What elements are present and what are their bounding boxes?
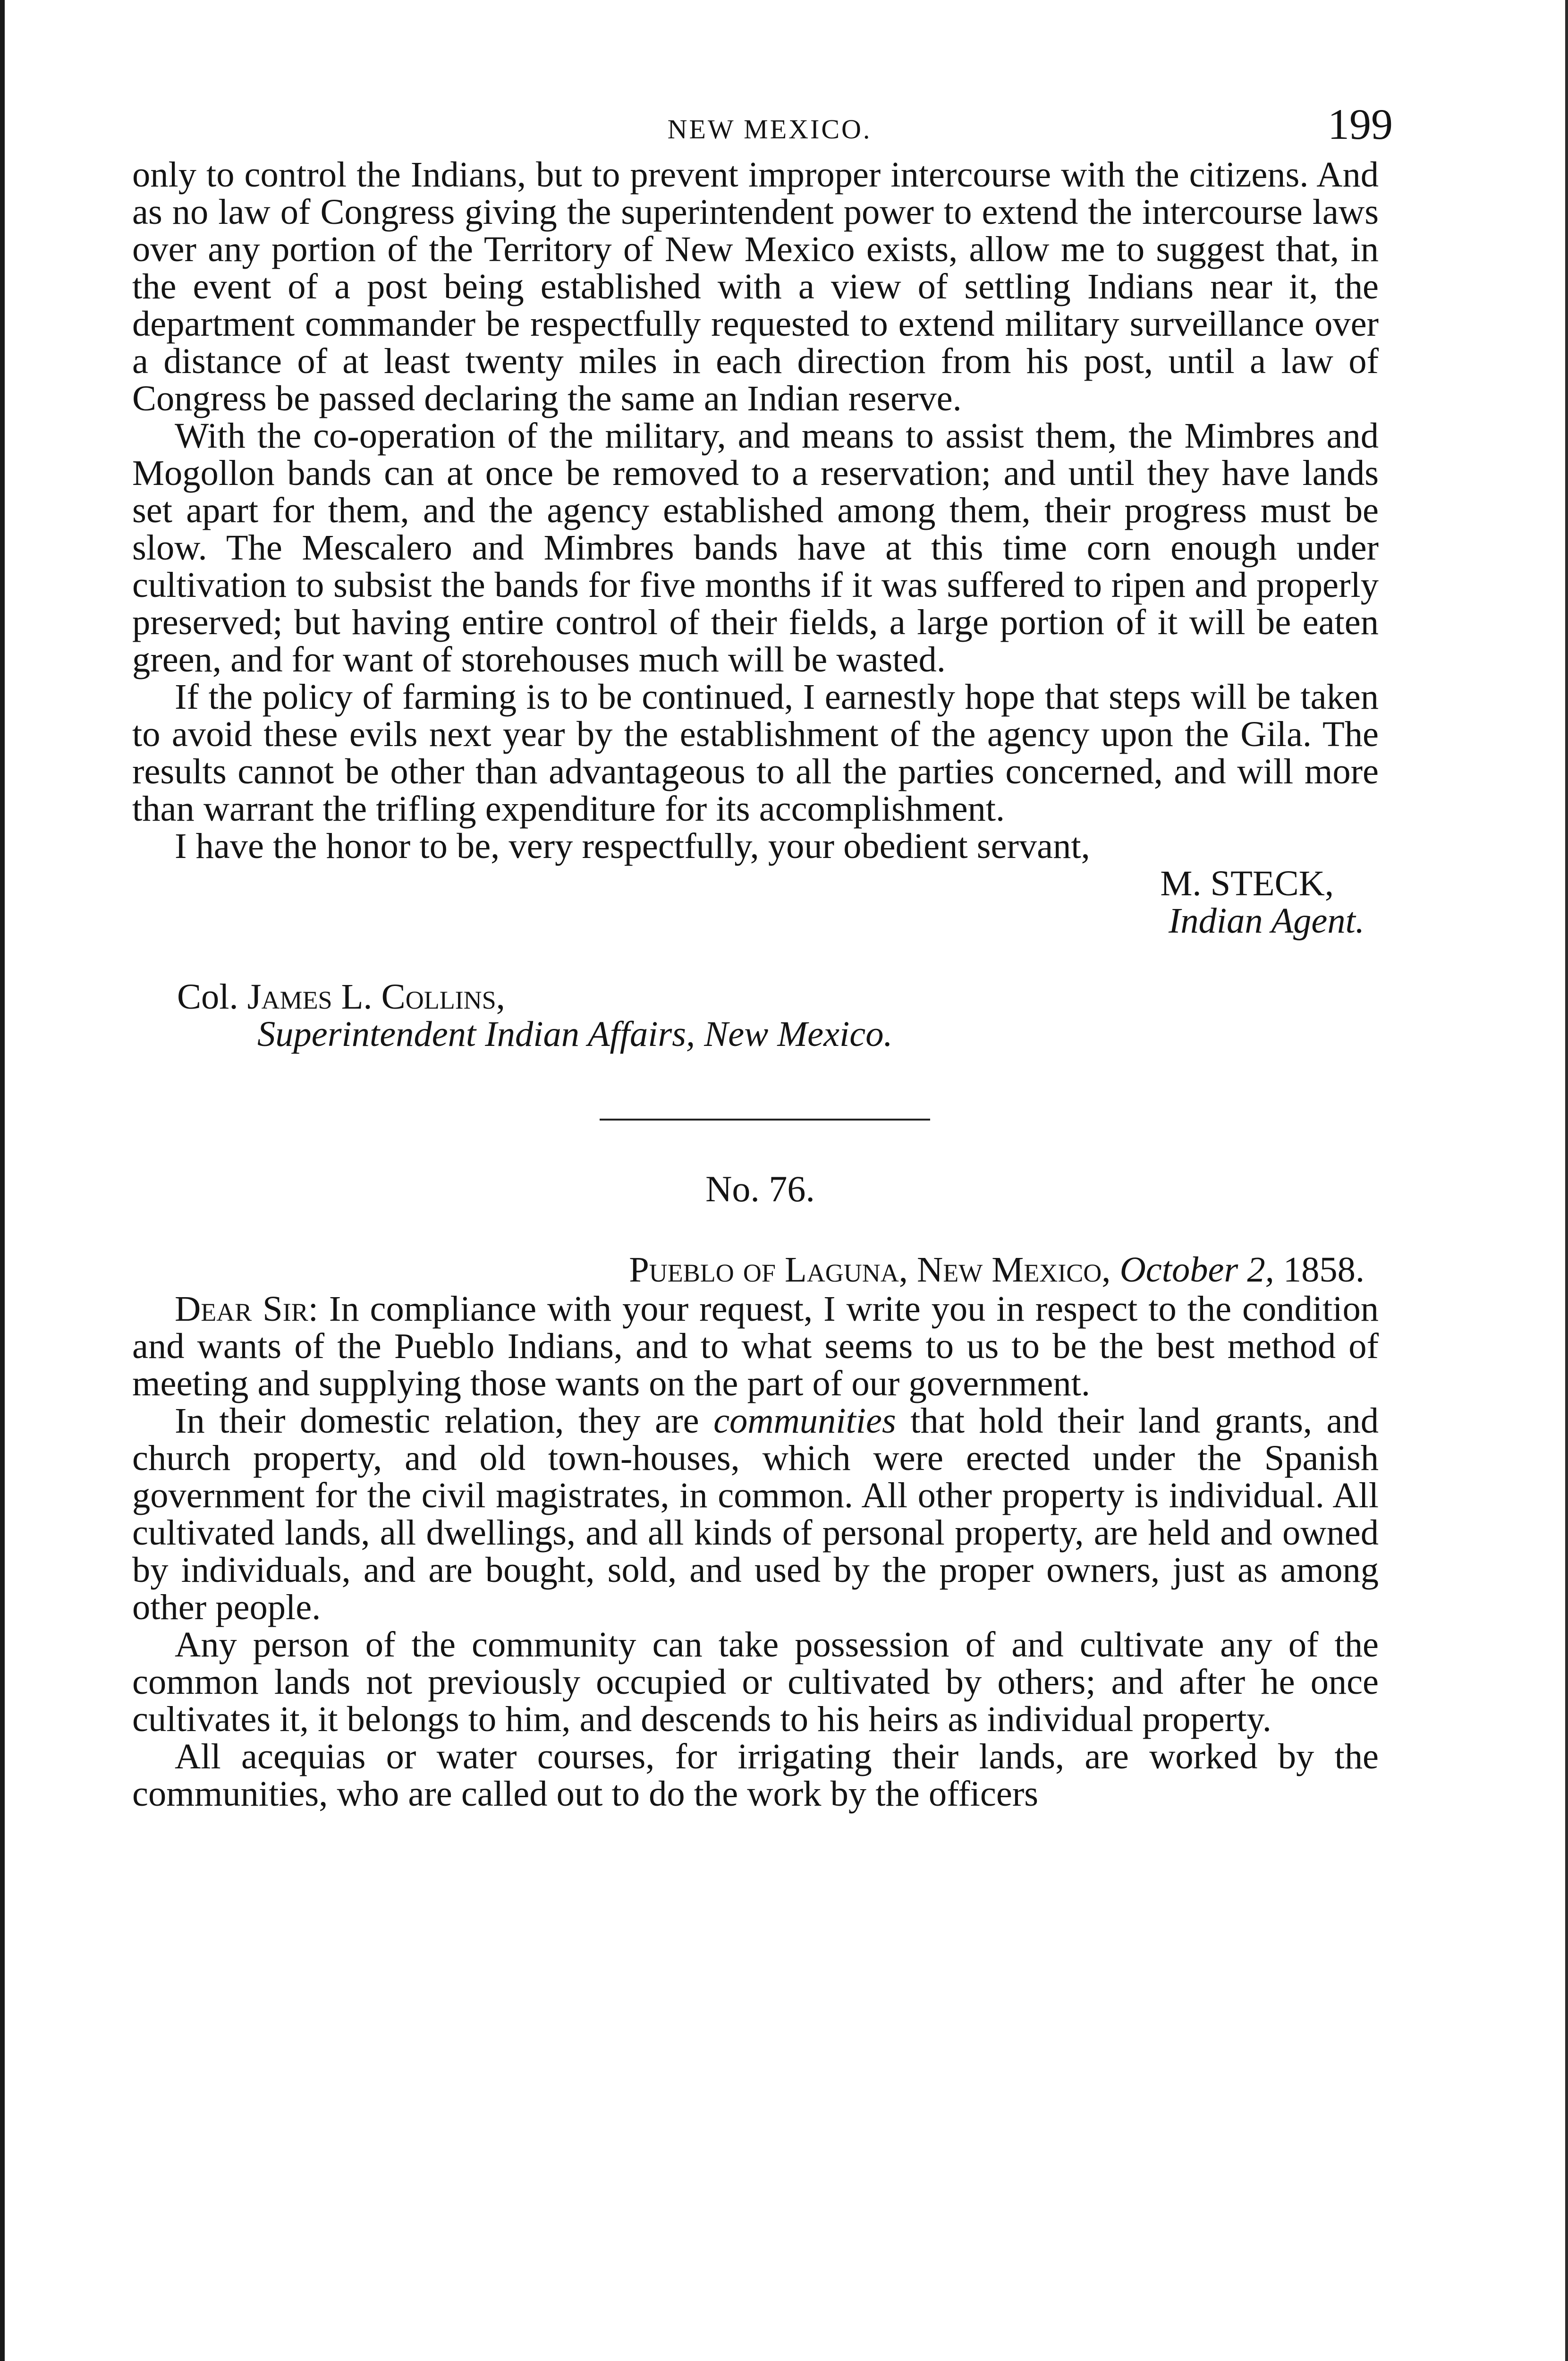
paragraph: All acequias or water courses, for irrigating their lands, are worked by the communities, who are called out to do the work by the officers bbox=[132, 1736, 1379, 1814]
running-head bbox=[132, 99, 1393, 156]
dateline-year: 1858. bbox=[1283, 1249, 1365, 1290]
paragraph: only to control the Indians, but to prevent improper intercourse with the citizens. And as no law of Congress giving the superintendent power to extend the intercourse laws over any portion of the Territory of New Mexico exists, allow me to suggest that, in the event of a post being established with a view of settling Indians near it, the department commander be respectfully requested to extend military surveillance over a distance of at least twenty miles in each direction from his post, until a law of Congress be passed declaring the same an Indian reserve. bbox=[132, 154, 1379, 418]
salutation: Dear Sir: bbox=[175, 1289, 318, 1329]
paragraph-text: that hold their land grants, and church property, and old town-houses, which were erected under the Spanish government for the civil magistrates, in common. bbox=[132, 1401, 1379, 1515]
paragraph: If the policy of farming is to be continued, I earnestly hope that steps will be taken to avoid these evils next year by the establishment of the agency upon the Gila. The results cannot be other than advantageous to all the parties concerned, and will more than warrant the trifling expenditure for its accomplishment. bbox=[132, 677, 1379, 829]
document-page bbox=[132, 99, 1393, 1814]
addressee-title: Superintendent Indian Affairs, New Mexico. bbox=[257, 1014, 893, 1054]
paragraph-text: In their domestic relation, they are bbox=[175, 1401, 699, 1441]
section-divider bbox=[600, 1119, 930, 1121]
dateline bbox=[132, 1251, 1379, 1288]
letter-steck bbox=[132, 156, 1379, 1053]
page-number: 199 bbox=[1328, 100, 1393, 148]
paragraph: With the co-operation of the military, and means to assist them, the Mimbres and Mogollon bands can at once be removed to a reservation; and until they have lands set apart for them, and the agency established among them, their progress must be slow. The Mescalero and Mimbres bands have at this time corn enough under cultivation to subsist the bands for five months if it was suffered to ripen and properly preserved; but having entire control of their fields, a large portion of it will be eaten green, and for want of storehouses much will be wasted. bbox=[132, 416, 1379, 679]
emphasis: communities bbox=[713, 1401, 896, 1441]
paragraph bbox=[132, 1290, 1379, 1402]
document-number: No. 76. bbox=[705, 1168, 815, 1209]
addressee-prefix: Col. bbox=[177, 977, 238, 1017]
signer-name: M. STECK, bbox=[1160, 863, 1334, 903]
signer-title: Indian Agent. bbox=[1168, 900, 1365, 941]
closing-line: I have the honor to be, very respectfully, your obedient servant, bbox=[175, 826, 1090, 866]
dateline-place: Pueblo of Laguna, New Mexico, bbox=[629, 1249, 1111, 1290]
paragraph-text: All other property is individual. All cultivated lands, all dwellings, and all kinds of personal property, are held and owned by individuals, and are bought, sold, and used by the proper owners, just as among other people. bbox=[132, 1475, 1379, 1627]
paragraph: Any person of the community can take possession of and cultivate any of the common lands not previously occupied or cultivated by others; and after he once cultivates it, it belongs to him, and descends to his heirs as individual property. bbox=[132, 1624, 1379, 1739]
running-title: NEW MEXICO. bbox=[667, 114, 872, 144]
paragraph-text: In compliance with your request, I write you in respect to the condition and wants of the Pueblo Indians, and to what seems to us to be the best method of meeting and supplying those wants on the part of our government. bbox=[132, 1289, 1379, 1403]
letter-laguna bbox=[132, 1290, 1379, 1812]
dateline-date: October 2, bbox=[1119, 1249, 1274, 1290]
addressee-name: James L. Collins, bbox=[247, 977, 505, 1017]
addressee bbox=[132, 978, 1379, 1015]
paragraph bbox=[132, 1402, 1379, 1626]
